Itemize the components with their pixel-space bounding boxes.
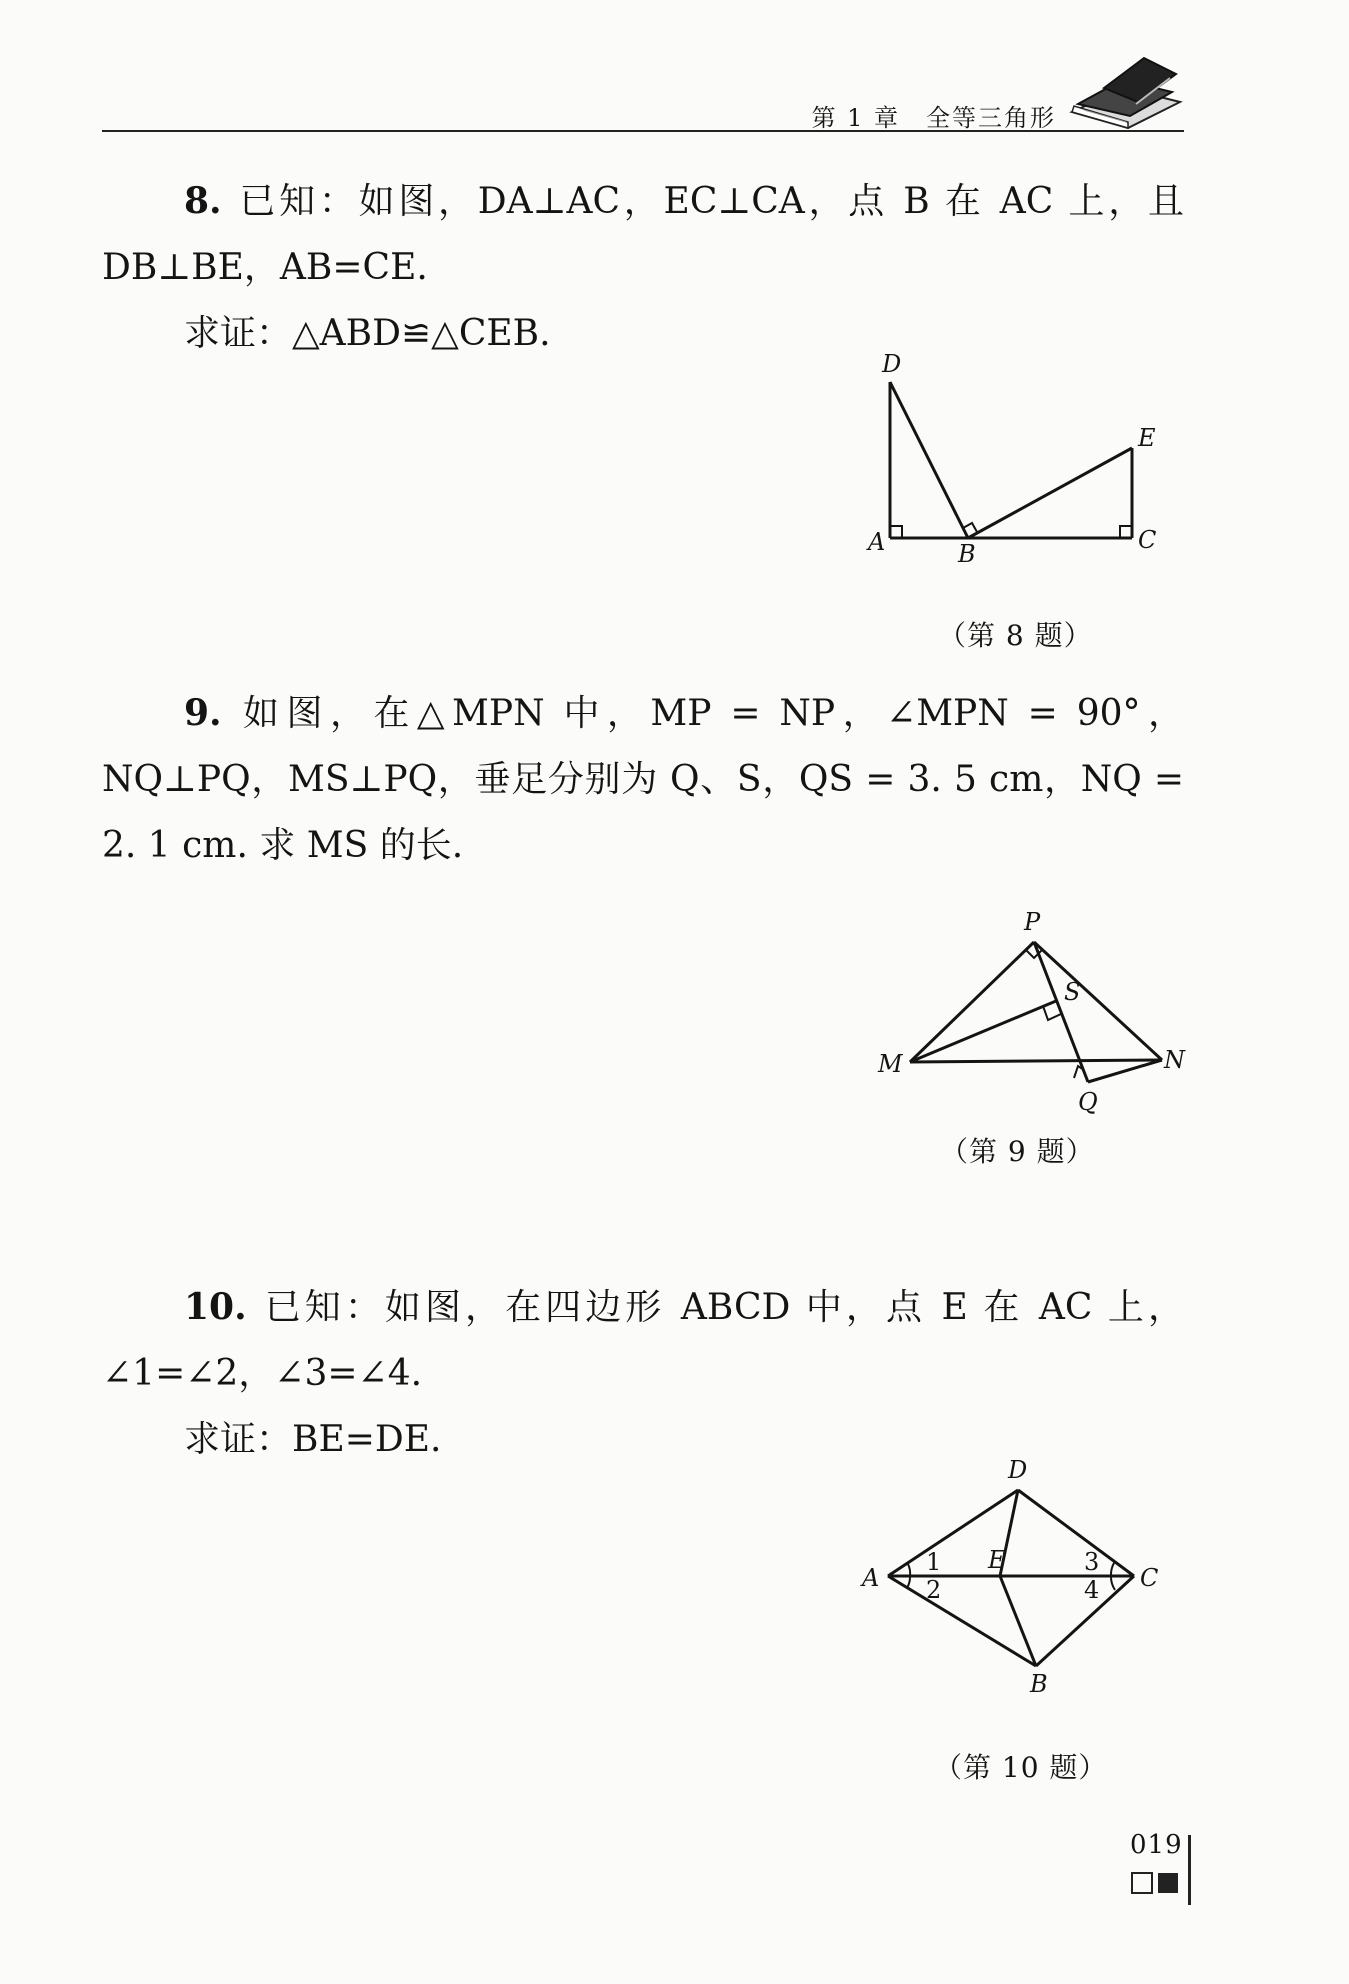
problem-text: 已知：如图，DA⊥AC，EC⊥CA，点 B 在 AC 上，且 DB⊥BE，AB=CE.	[102, 181, 1184, 288]
chapter-title: 第 1 章 全等三角形	[811, 104, 1056, 132]
label-E: E	[988, 1546, 1006, 1574]
figure-9-caption: （第 9 题）	[940, 1135, 1095, 1168]
header-rule	[102, 130, 1184, 132]
angle-3-label: 3	[1084, 1548, 1100, 1576]
label-B: B	[958, 540, 976, 568]
label-P: P	[1024, 908, 1041, 936]
label-Q: Q	[1078, 1088, 1098, 1116]
page-marker-icon	[1130, 1870, 1190, 1896]
page-edge-bar	[1188, 1835, 1191, 1905]
label-N: N	[1164, 1046, 1185, 1074]
book-stack-icon	[1064, 52, 1184, 130]
problem-number: 9.	[184, 692, 222, 734]
label-C: C	[1140, 1564, 1159, 1592]
proof-statement: 求证：△ABD≌△CEB.	[184, 313, 551, 354]
label-B: B	[1030, 1670, 1048, 1698]
problem-text: 如图，在△MPN 中，MP = NP，∠MPN = 90°，NQ⊥PQ，MS⊥PQ，垂足分别为 Q、S，QS = 3. 5 cm，NQ = 2. 1 cm. 求 MS 的长.	[102, 693, 1184, 866]
label-A: A	[862, 1564, 880, 1592]
figure-10	[850, 1440, 1170, 1704]
problem-number: 10.	[184, 1286, 247, 1328]
problem-9	[102, 680, 1184, 879]
figure-8	[860, 350, 1180, 574]
page-header	[102, 86, 1184, 132]
label-M: M	[878, 1050, 903, 1078]
problem-8	[102, 168, 1184, 367]
figure-10-caption: （第 10 题）	[934, 1751, 1108, 1784]
label-D: D	[882, 350, 902, 378]
label-D: D	[1008, 1456, 1028, 1484]
proof-statement: 求证：BE=DE.	[184, 1419, 442, 1460]
figure-8-caption: （第 8 题）	[938, 619, 1093, 652]
page-number: 019	[1130, 1830, 1183, 1860]
problem-number: 8.	[184, 180, 222, 222]
figure-9	[870, 900, 1190, 1124]
label-E: E	[1138, 424, 1156, 452]
angle-4-label: 4	[1084, 1576, 1100, 1604]
label-C: C	[1138, 526, 1157, 554]
label-A: A	[868, 528, 886, 556]
problem-text: 已知：如图，在四边形 ABCD 中，点 E 在 AC 上，∠1=∠2，∠3=∠4.	[102, 1287, 1184, 1394]
angle-2-label: 2	[926, 1576, 942, 1604]
label-S: S	[1064, 978, 1081, 1006]
angle-1-label: 1	[926, 1548, 942, 1576]
